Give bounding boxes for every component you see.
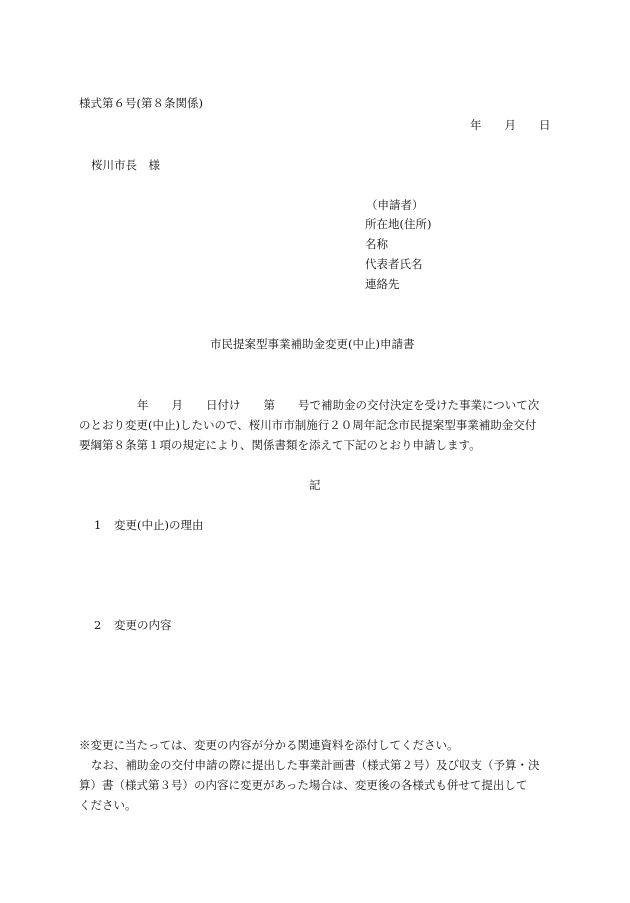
page-title: 市民提案型事業補助金変更(中止)申請書 (210, 337, 415, 351)
body-line-1: 年 月 日付け 第 号で補助金の交付決定を受けた事業について次 (137, 398, 540, 412)
section-2-number: 2 (94, 618, 102, 632)
ki-heading: 記 (309, 478, 321, 492)
section-1-label: 変更(中止)の理由 (114, 518, 204, 532)
applicant-name-label: 名称 (365, 237, 388, 251)
form-number: 様式第６号(第８条関係) (79, 96, 203, 110)
date-line: 年 月 日 (470, 118, 551, 132)
applicant-address-label: 所在地(住所) (365, 217, 432, 231)
section-2-label: 変更の内容 (114, 618, 172, 632)
body-line-3: 要綱第８条第１項の規定により、関係書類を添えて下記のとおり申請します。 (79, 438, 481, 452)
note-line-3: 算）書（様式第３号）の内容に変更があった場合は、変更後の各様式も併せて提出して (79, 778, 528, 792)
applicant-contact-label: 連絡先 (365, 277, 400, 291)
addressee: 桜川市長 様 (91, 158, 160, 172)
section-1-number: 1 (94, 518, 102, 532)
note-line-4: ください。 (79, 798, 137, 812)
applicant-representative-label: 代表者氏名 (365, 257, 423, 271)
note-line-1: ※変更に当たっては、変更の内容が分かる関連資料を添付してください。 (79, 738, 459, 752)
applicant-heading: （申請者） (366, 198, 424, 212)
note-line-2: なお、補助金の交付申請の際に提出した事業計画書（様式第２号）及び収支（予算・決 (91, 758, 540, 772)
body-line-2: のとおり変更(中止)したいので、桜川市市制施行２０周年記念市民提案型事業補助金交付 (79, 418, 537, 432)
